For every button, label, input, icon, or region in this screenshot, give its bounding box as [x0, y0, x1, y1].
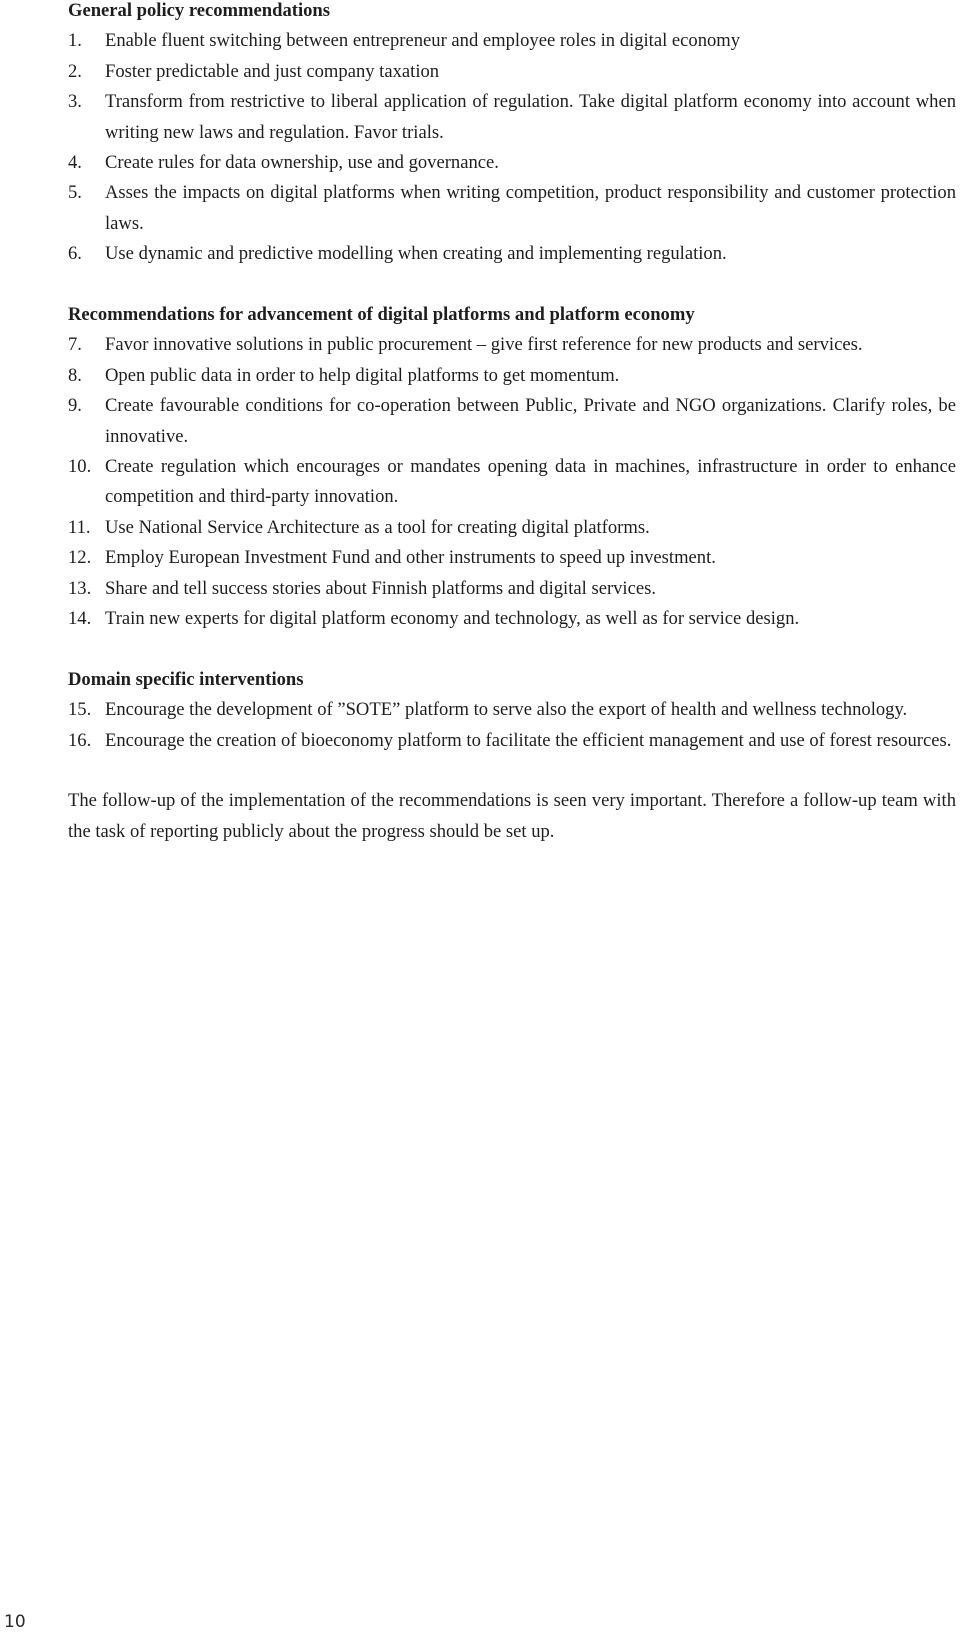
- item-text: Use National Service Architecture as a tool for creating digital platforms.: [105, 516, 650, 538]
- item-number: 12.: [68, 547, 92, 569]
- section-general-policy: [68, 0, 956, 270]
- item-number: 8.: [68, 364, 82, 386]
- item-text: Create regulation which encourages or mandates opening data in machines, infrastructure in order to enhance competition and third-party innovation.: [105, 456, 956, 508]
- item-number: 11.: [68, 516, 91, 538]
- item-number: 10.: [68, 456, 92, 478]
- list-item: [68, 452, 956, 513]
- item-text: Train new experts for digital platform economy and technology, as well as for service design.: [105, 608, 800, 630]
- item-text: Transform from restrictive to liberal application of regulation. Take digital platform economy into account when writing new laws and regulation. Favor trials.: [105, 91, 956, 143]
- recommendation-list: [68, 26, 956, 269]
- item-text: Encourage the creation of bioeconomy platform to facilitate the efficient management and use of forest resources.: [105, 729, 952, 751]
- list-item: [68, 543, 956, 573]
- item-text: Create favourable conditions for co-operation between Public, Private and NGO organizations. Clarify roles, be innovative.: [105, 395, 956, 447]
- section-domain-specific: [68, 665, 956, 756]
- item-text: Favor innovative solutions in public procurement – give first reference for new products and services.: [105, 334, 863, 356]
- list-item: [68, 513, 956, 543]
- list-item: [68, 148, 956, 178]
- item-text: Create rules for data ownership, use and governance.: [105, 152, 499, 174]
- section-spacer: [68, 634, 956, 664]
- page-number: 10: [4, 1612, 26, 1632]
- list-item: [68, 391, 956, 452]
- item-text: Share and tell success stories about Finnish platforms and digital services.: [105, 577, 656, 599]
- list-item: [68, 178, 956, 239]
- item-text: Foster predictable and just company taxation: [105, 60, 440, 82]
- list-item: [68, 87, 956, 148]
- item-number: 3.: [68, 91, 82, 113]
- item-number: 13.: [68, 577, 92, 599]
- item-number: 7.: [68, 334, 82, 356]
- item-text: Employ European Investment Fund and other instruments to speed up investment.: [105, 547, 716, 569]
- item-text: Enable fluent switching between entrepreneur and employee roles in digital economy: [105, 30, 741, 52]
- section-spacer: [68, 756, 956, 786]
- section-heading: General policy recommendations: [68, 0, 331, 21]
- list-item: [68, 695, 956, 725]
- item-number: 14.: [68, 608, 92, 630]
- recommendation-list: [68, 330, 956, 634]
- item-text: Encourage the development of ”SOTE” platform to serve also the export of health and wellness technology.: [105, 699, 908, 721]
- section-platform-advancement: [68, 300, 956, 634]
- item-number: 6.: [68, 243, 82, 265]
- item-number: 16.: [68, 729, 92, 751]
- recommendation-list: [68, 695, 956, 756]
- list-item: [68, 239, 956, 269]
- item-number: 1.: [68, 30, 82, 52]
- item-number: 9.: [68, 395, 82, 417]
- list-item: [68, 330, 956, 360]
- item-number: 5.: [68, 182, 82, 204]
- closing-paragraph: The follow-up of the implementation of the recommendations is seen very important. Therefore a follow-up team with the task of reporting publicly about the progress should be set up.: [68, 790, 956, 842]
- item-number: 2.: [68, 60, 82, 82]
- item-number: 4.: [68, 152, 82, 174]
- section-heading: Domain specific interventions: [68, 668, 304, 690]
- list-item: [68, 574, 956, 604]
- list-item: [68, 26, 956, 56]
- section-spacer: [68, 270, 956, 300]
- item-number: 15.: [68, 699, 92, 721]
- page-body: [68, 0, 956, 847]
- item-text: Asses the impacts on digital platforms when writing competition, product responsibility and customer protection laws.: [105, 182, 956, 234]
- list-item: [68, 57, 956, 87]
- item-text: Open public data in order to help digital platforms to get momentum.: [105, 364, 620, 386]
- list-item: [68, 604, 956, 634]
- list-item: [68, 361, 956, 391]
- item-text: Use dynamic and predictive modelling when creating and implementing regulation.: [105, 243, 727, 265]
- section-heading: Recommendations for advancement of digital platforms and platform economy: [68, 304, 695, 326]
- list-item: [68, 726, 956, 756]
